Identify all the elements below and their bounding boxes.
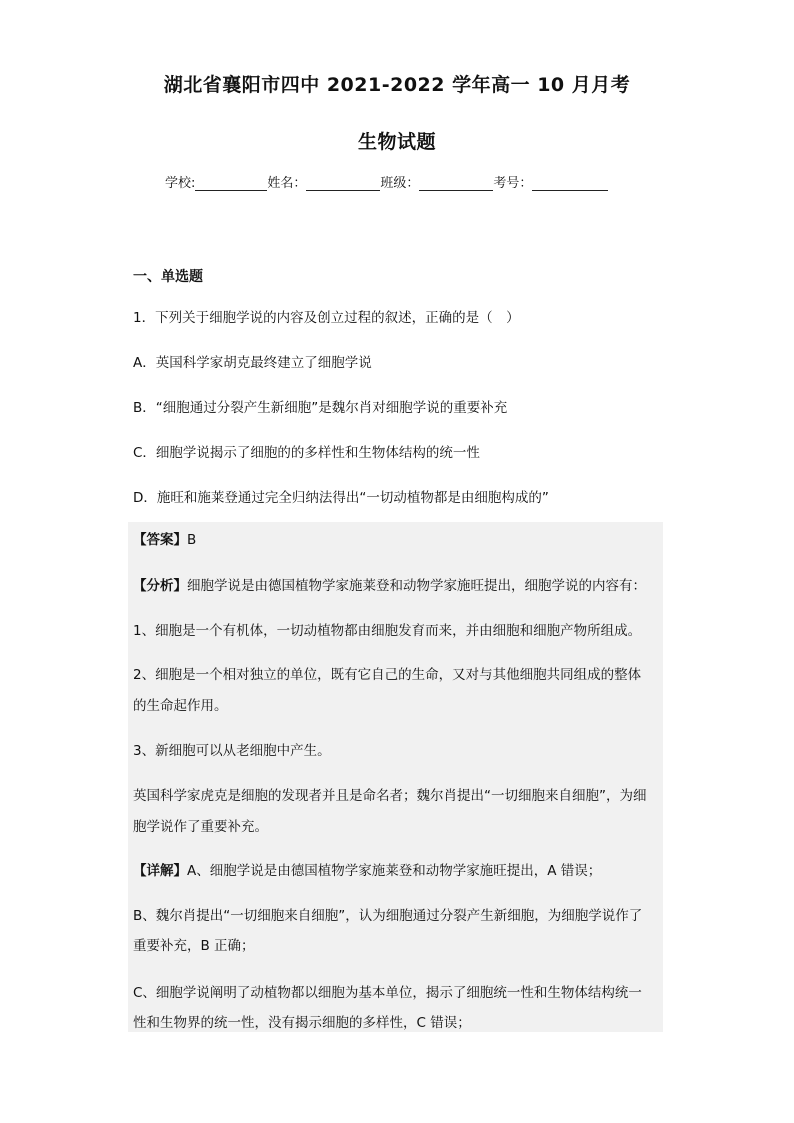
answer-line: [133, 528, 196, 548]
school-blank[interactable]: [195, 176, 267, 191]
id-blank[interactable]: [532, 176, 608, 191]
analysis-point-2b: 的生命起作用。: [133, 698, 228, 714]
detail-line: [133, 859, 601, 879]
answer-explanation-box: [128, 522, 663, 1032]
exam-subtitle: 生物试题: [357, 131, 436, 153]
analysis-point-2a: 2、细胞是一个相对独立的单位，既有它自己的生命，又对与其他细胞共同组成的整体: [133, 667, 642, 683]
option-c: C．细胞学说揭示了细胞的的多样性和生物体结构的统一性: [133, 445, 480, 461]
answer-tag: 【答案】: [133, 532, 187, 548]
option-d: D．施旺和施莱登通过完全归纳法得出“一切动植物都是由细胞构成的”: [133, 490, 549, 506]
history-line-a: 英国科学家虎克是细胞的发现者并且是命名者；魏尔肖提出“一切细胞来自细胞”，为细: [133, 788, 647, 804]
class-blank[interactable]: [419, 176, 493, 191]
analysis-point-3: 3、新细胞可以从老细胞中产生。: [133, 743, 331, 759]
option-a: A．英国科学家胡克最终建立了细胞学说: [133, 355, 372, 371]
section-heading: 一、单选题: [133, 269, 203, 285]
history-line-b: 胞学说作了重要补充。: [133, 819, 268, 835]
name-blank[interactable]: [306, 176, 380, 191]
detail-tag: 【详解】: [133, 863, 187, 879]
detail-b-line-1: B、魏尔肖提出“一切细胞来自细胞”，认为细胞通过分裂产生新细胞，为细胞学说作了: [133, 908, 643, 924]
analysis-tag: 【分析】: [133, 578, 187, 594]
analysis-point-1: 1、细胞是一个有机体，一切动植物都由细胞发育而来，并由细胞和细胞产物所组成。: [133, 623, 642, 639]
question-stem: 1．下列关于细胞学说的内容及创立过程的叙述，正确的是（ ）: [133, 310, 520, 326]
name-label: 姓名：: [267, 176, 307, 191]
option-b: B．“细胞通过分裂产生新细胞”是魏尔肖对细胞学说的重要补充: [133, 400, 508, 416]
class-label: 班级：: [380, 176, 420, 191]
id-label: 考号：: [493, 176, 533, 191]
detail-c-line-2: 性和生物界的统一性，没有揭示细胞的多样性，C 错误；: [133, 1015, 471, 1031]
analysis-text: 细胞学说是由德国植物学家施莱登和动物学家施旺提出，细胞学说的内容有：: [187, 578, 646, 594]
exam-title: 湖北省襄阳市四中 2021-2022 学年高一 10 月月考: [163, 74, 631, 96]
student-info-row: [165, 172, 608, 191]
school-label: 学校:: [165, 176, 196, 191]
answer-value: B: [187, 532, 197, 548]
detail-a-text: A、细胞学说是由德国植物学家施莱登和动物学家施旺提出，A 错误；: [187, 863, 602, 879]
detail-b-line-2: 重要补充，B 正确；: [133, 938, 255, 954]
detail-c-line-1: C、细胞学说阐明了动植物都以细胞为基本单位，揭示了细胞统一性和生物体结构统一: [133, 985, 642, 1001]
analysis-line: [133, 574, 646, 594]
